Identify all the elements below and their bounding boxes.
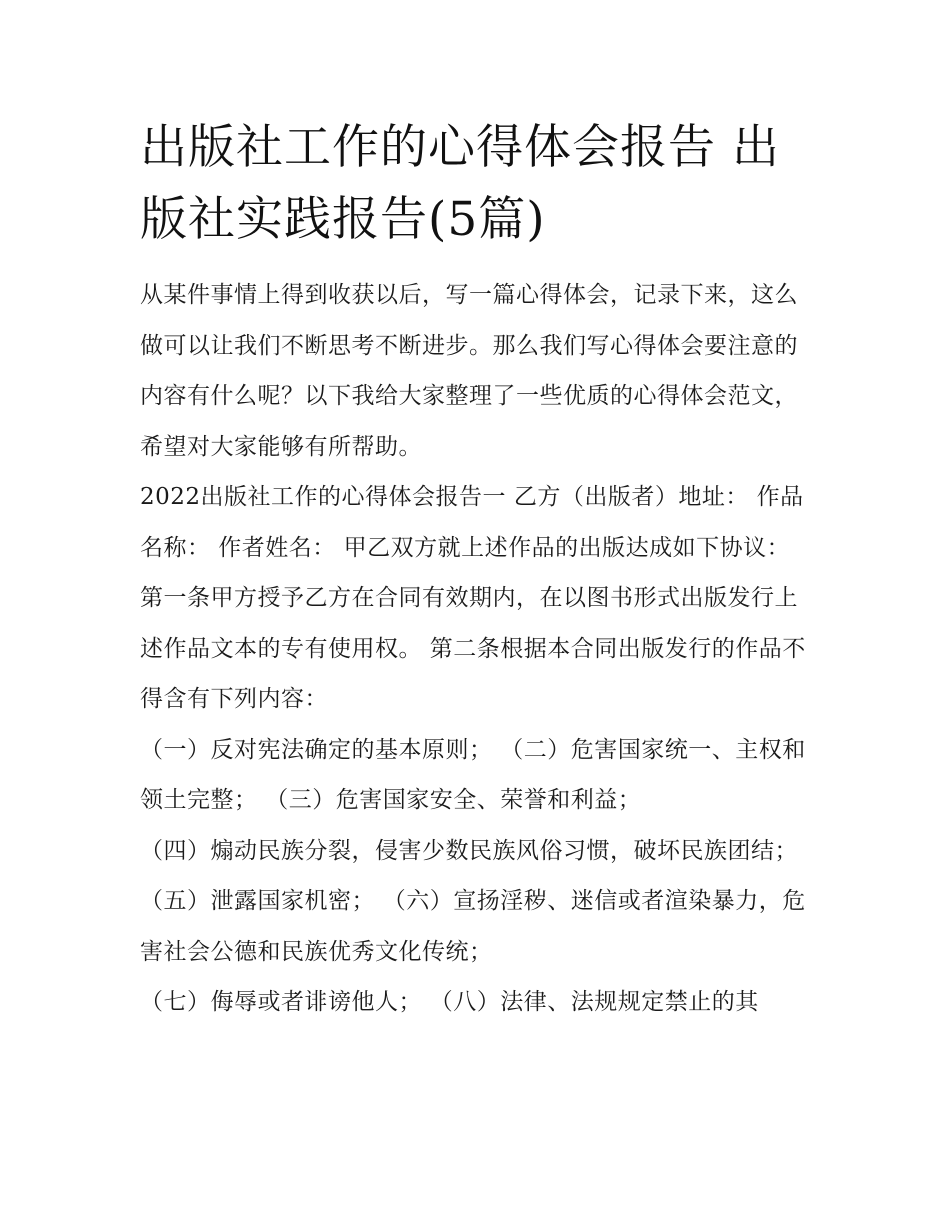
prohibited-items-1-3-paragraph: （一）反对宪法确定的基本原则； （二）危害国家统一、主权和领土完整； （三）危害国家安全、荣誉和利益； xyxy=(140,736,806,813)
contract-header-paragraph: 2022出版社工作的心得体会报告一 乙方（出版者）地址： 作品名称： 作者姓名： 甲乙双方就上述作品的出版达成如下协议： xyxy=(140,484,804,561)
article-one-two-paragraph: 第一条甲方授予乙方在合同有效期内，在以图书形式出版发行上述作品文本的专有使用权。 第二条根据本合同出版发行的作品不得含有下列内容： xyxy=(140,585,806,712)
document-body xyxy=(140,112,815,1028)
prohibited-items-7-8-paragraph: （七）侮辱或者诽谤他人； （八）法律、法规规定禁止的其 xyxy=(140,989,759,1015)
document-title: 出版社工作的心得体会报告 出版社实践报告(5篇) xyxy=(140,120,780,247)
prohibited-items-4-6-paragraph: （四）煽动民族分裂，侵害少数民族风俗习惯，破坏民族团结； （五）泄露国家机密； （六）宣扬淫秽、迷信或者渲染暴力，危害社会公德和民族优秀文化传统； xyxy=(140,837,806,965)
intro-paragraph: 从某件事情上得到收获以后，写一篇心得体会，记录下来，这么做可以让我们不断思考不断进步。那么我们写心得体会要注意的内容有什么呢？以下我给大家整理了一些优质的心得体会范文，希望对大家能够有所帮助。 xyxy=(140,282,798,460)
